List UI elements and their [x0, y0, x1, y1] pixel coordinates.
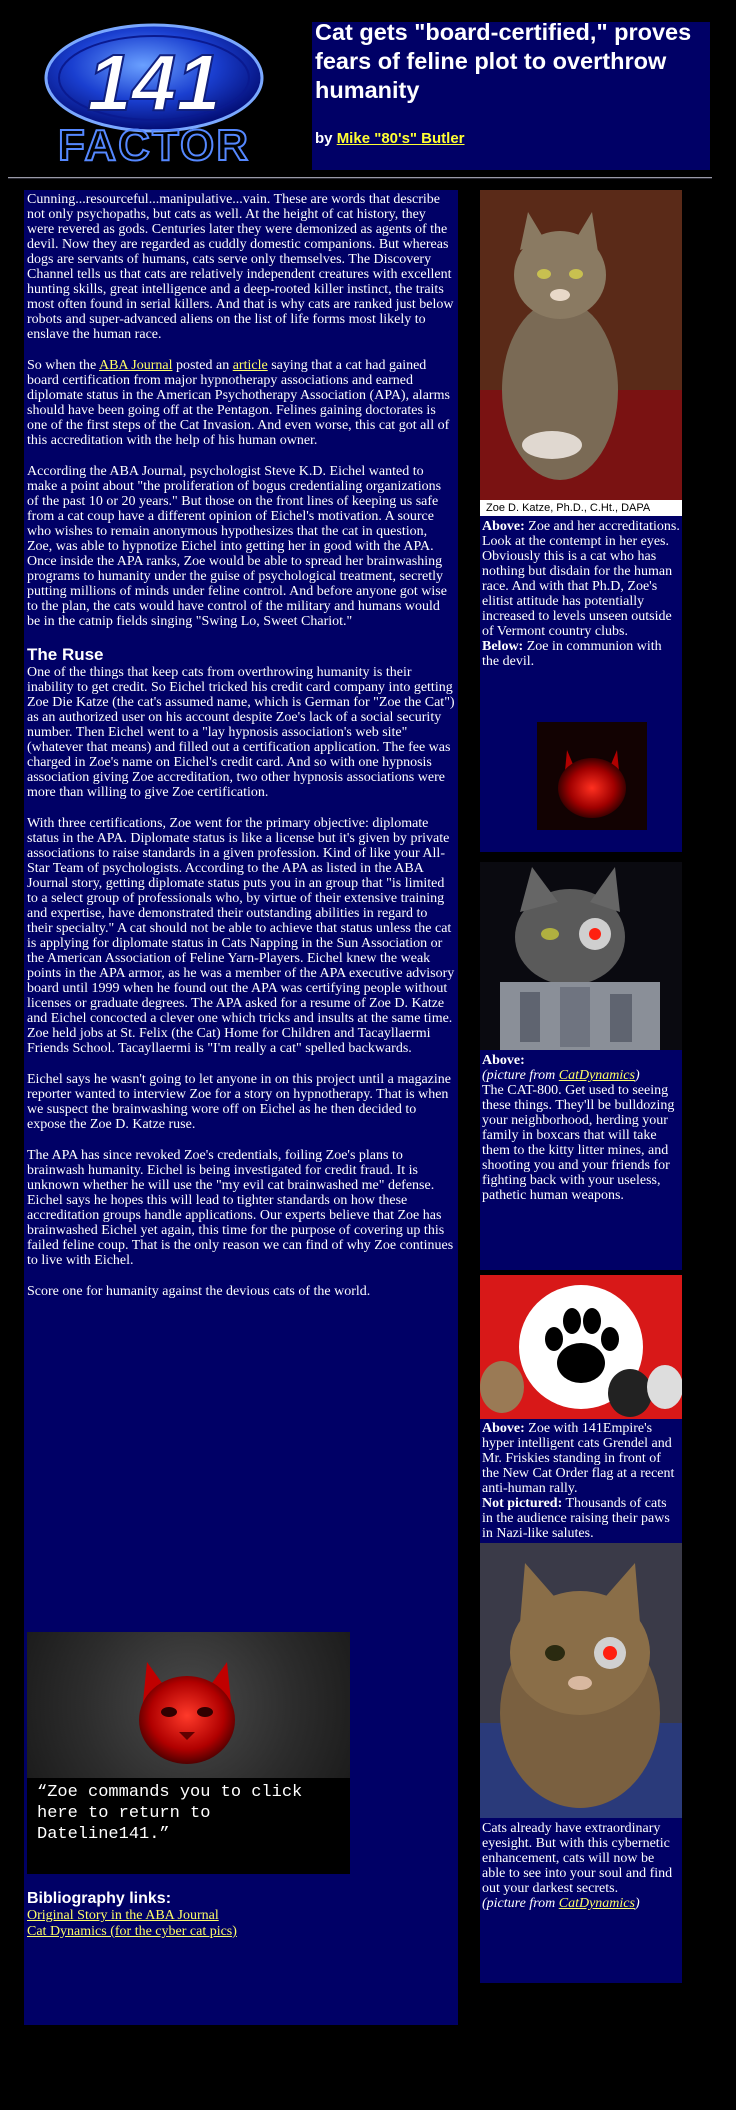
caption-rally: [482, 1421, 680, 1541]
zoe-red-cat-image: [27, 1632, 350, 1778]
cybernetic-eye-cat-photo: [480, 1543, 682, 1818]
caption-text: Zoe and her accreditations. Look at the contempt in her eyes. Obviously this is a cat who has nothing but disdain for the human race. And with that Ph.D, Zoe's elitist attitude has potentially increased to levels unseen outside of Vermont country clubs.: [482, 519, 680, 639]
text-span: saying that a cat had gained board certification from major hypnotherapy associations and earned diplomate status in the American Psychotherapy Association (APA), alarms should have been going off at the Pentagon. Felines gaining doctorates is one of the first steps of the Cat Invasion. And even worse, this cat got all of this accreditation with the help of his human owner.: [27, 358, 450, 448]
caption-text: Zoe with 141Empire's hyper intelligent cats Grendel and Mr. Friskies standing in front of the New Cat Order flag at a recent anti-human rally.: [482, 1421, 675, 1496]
paragraph-revoked: The APA has since revoked Zoe's credentials, foiling Zoe's plans to brainwash humanity. Eichel is being investigated for credit fraud. It is unknown whether he will use the "my evil cat brainwashed me" defense. Eichel says he hopes this will lead to tighter standards on how these accreditation groups handle applications. Our experts believe that Zoe has brainwashed Eichel yet again, this time for the purpose of covering up this failed feline coup. That is the only reason we can find of why Zoe continues to live with Eichel.: [27, 1148, 454, 1268]
caption-cyber-eye: [482, 1821, 680, 1911]
aba-original-story-link[interactable]: Original Story in the ABA Journal: [27, 1908, 219, 1923]
aba-journal-link[interactable]: ABA Journal: [98, 358, 173, 373]
sidebar-box-zoe: [480, 190, 682, 852]
red-cat-face-icon: [27, 1632, 350, 1778]
sidebar-box-rally: [480, 1275, 682, 1983]
paragraph-diplomate: With three certifications, Zoe went for the primary objective: diplomate status in the APA. Diplomate status is like a license but it's given by private associations to raise standards in a given profession. Kind of like your All-Star Team of psychologists. According to the APA as listed in the ABA Journal story, getting diplomate status puts you in an group that "is limited to a select group of professionals who, by virtue of their extensive training and expertise, have demonstrated their outstanding abilities in regard to their specialty." A cat should not be able to achieve that status unless the cat is applying for diplomate status in Cats Napping in the Sun Association or the American Association of Feline Yarn-Players. Eichel knew the weak points in the APA armor, as he was a member of the APA executive advisory board until 1999 when he found out the APA was certifying people without licenses or graduate degrees. The APA asked for a resume of Zoe D. Katze and Eichel concocted a clever one which tricks and insults at the same time. Zoe held jobs at St. Felix (the Cat) Home for Children and Tacayllaermi Friends School. Tacayllaermi is "I'm really a cat" spelled backwards.: [27, 816, 455, 1056]
paragraph-credit: One of the things that keep cats from overthrowing humanity is their inability to get credit. So Eichel tricked his credit card company into getting Zoe Die Katze (the cat's assumed name, which is German for "Zoe the Cat") as an authorized user on his account despite Zoe's lack of a social security number. Then Eichel went to a "lay hypnosis association's web site" (whatever that means) and filled out a certification application. The fee was charged in Zoe's name on Eichel's credit card. And so with one hypnosis association giving Zoe accreditation, two other hypnosis associations were more than willing to give Zoe certification.: [27, 665, 455, 800]
header-divider: [8, 177, 712, 179]
caption-text: (picture from: [482, 1896, 559, 1911]
logo-number: 141: [87, 38, 221, 127]
caption-cat800: [482, 1053, 680, 1203]
caption-text: Zoe in communion with the devil.: [482, 639, 662, 669]
sidebar-box-cat800: [480, 862, 682, 1270]
paragraph-score: Score one for humanity against the devious cats of the world.: [27, 1284, 371, 1299]
catdynamics-link[interactable]: CatDynamics: [558, 1896, 635, 1911]
caption-credit: [482, 1896, 640, 1911]
section-heading-ruse: The Ruse: [27, 645, 104, 664]
caption-text: (picture from: [482, 1068, 559, 1083]
page-title: Cat gets "board-certified," proves fears of feline plot to overthrow humanity: [315, 19, 692, 103]
logo-word: FACTOR: [57, 121, 251, 170]
zoe-credentials-label: Zoe D. Katze, Ph.D., C.Ht., DAPA: [480, 500, 682, 516]
caption-bold: Above:: [482, 1421, 525, 1436]
zoe-devil-photo: [537, 722, 647, 830]
caption-bold: Above:: [482, 519, 525, 534]
paragraph-intro: Cunning...resourceful...manipulative...vain. These are words that describe not only psychopaths, but cats as well. At the height of cat history, they were revered as gods. Centuries later they were demonized as agents of the devil. Now they are regarded as cuddly domestic companions. But whereas dogs are servants of humans, cats serve only themselves. The Discovery Channel tells us that cats are relatively independent creatures with excellent hunting skills, great intelligence and a deep-rooted killer instinct, the traits most often found in serial killers. And that is why cats are ranked just below robots and super-advanced aliens on the list of life forms most likely to enslave the human race.: [27, 192, 454, 342]
byline-prefix: by: [315, 130, 337, 147]
caption-bold: Above:: [482, 1053, 525, 1068]
title-box: [312, 19, 710, 170]
article-link[interactable]: article: [232, 358, 268, 373]
article-body: [27, 192, 455, 1315]
bibliography-heading: Bibliography links:: [27, 1890, 172, 1907]
zoe-quote: “Zoe commands you to click here to return to Dateline141.”: [37, 1783, 303, 1844]
paragraph-eichel: According the ABA Journal, psychologist Steve K.D. Eichel wanted to make a point about "the proliferation of bogus credentialing organizations of the past 10 or 20 years." But those on the front lines of keeping us safe from a cat coup have a different opinion of Eichel's motivation. A source who wishes to remain anonymous hypothesizes that the cat in question, Zoe, was able to hypnotize Eichel into getting her in good with the APA. Once inside the APA ranks, Zoe would be able to spread her brainwashing programs to humanity under the guise of psychological treatment, secretly putting millions of minds under feline control. And before anyone got wise to the plan, the cats would have control of the military and humans would be in the catnip fields singing "Swing Lo, Sweet Chariot.": [27, 464, 447, 629]
bibliography: [27, 1890, 455, 1940]
footer: [0, 2085, 736, 2110]
cyborg-cat-photo: [480, 862, 682, 1050]
zoe-certified-cat-photo: [480, 190, 682, 500]
caption-text: ): [634, 1068, 640, 1083]
catdynamics-link[interactable]: CatDynamics: [558, 1068, 635, 1083]
caption-text: ): [634, 1896, 640, 1911]
byline: [315, 130, 465, 147]
caption-text: Cats already have extraordinary eyesight. But with this cybernetic enhancement, cats will now be able to see into your soul and find out your darkest secrets.: [482, 1821, 673, 1896]
caption-credit: [482, 1068, 640, 1083]
caption-text: Thousands of cats in the audience raising their paws in Nazi-like salutes.: [482, 1496, 670, 1541]
page-header: [0, 0, 736, 175]
author-link[interactable]: Mike "80's" Butler: [336, 130, 465, 147]
141-factor-logo[interactable]: [8, 22, 298, 170]
caption-bold: Not pictured:: [482, 1496, 563, 1511]
caption-zoe: [482, 519, 680, 669]
text-span: So when the: [27, 358, 99, 373]
paragraph-aba: [27, 358, 455, 448]
new-cat-order-flag-photo: [480, 1275, 682, 1419]
text-span: posted an: [172, 358, 233, 373]
cat-dynamics-link[interactable]: Cat Dynamics (for the cyber cat pics): [27, 1924, 237, 1939]
caption-bold: Below:: [482, 639, 524, 654]
paragraph-expose: Eichel says he wasn't going to let anyone in on this project until a magazine reporter wanted to interview Zoe for a story on hypnotherapy. That is when we suspect the brainwashing wore off on Eichel as he then decided to expose the Zoe D. Katze ruse.: [27, 1072, 451, 1132]
caption-text: The CAT-800. Get used to seeing these things. They'll be bulldozing your neighborhood, herding your family in boxcars that will take them to the kitty litter mines, and shooting you and your friends for fighting back with your useless, pathetic human weapons.: [482, 1083, 675, 1203]
article-column: [24, 190, 458, 2025]
zoe-return-banner[interactable]: [27, 1632, 350, 1874]
